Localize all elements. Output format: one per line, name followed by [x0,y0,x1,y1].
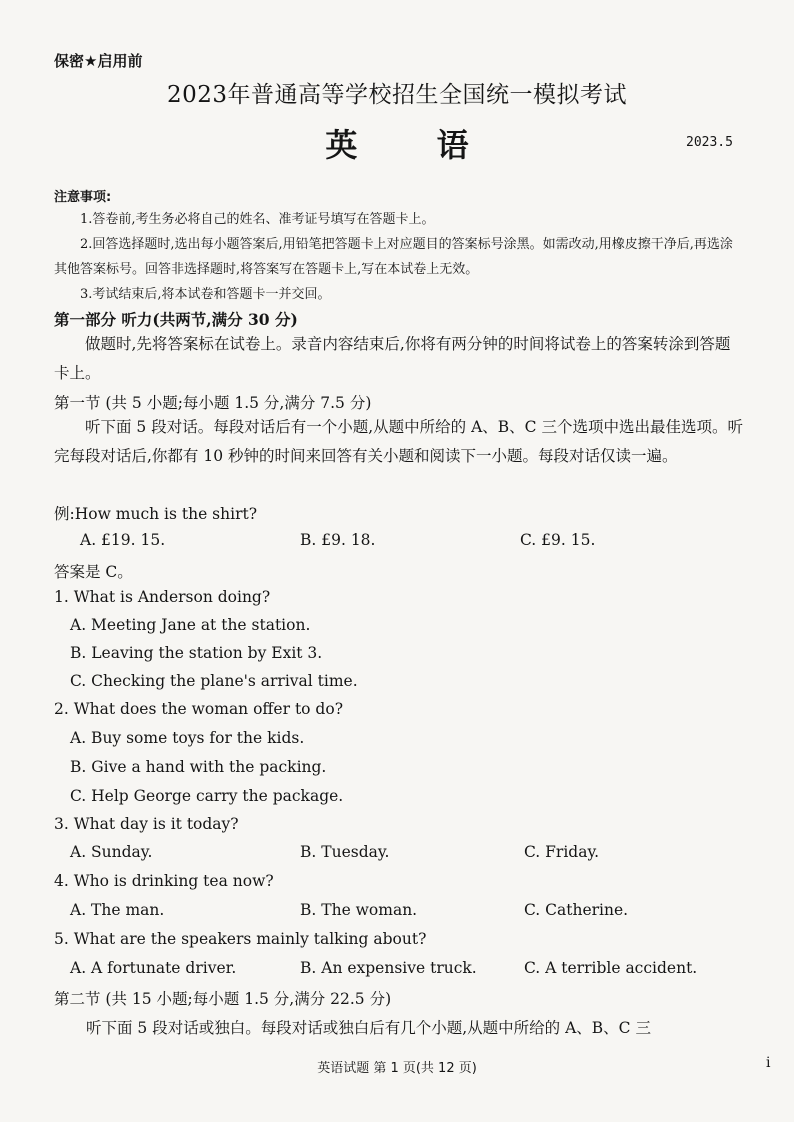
edge-mark: i [766,1055,771,1071]
q3-option-a: A. Sunday. [70,843,153,861]
question-1: 1. What is Anderson doing? [54,588,271,606]
notice-item-3: 3.考试结束后,将本试卷和答题卡一并交回。 [80,287,331,302]
notice-item-2: 2.回答选择题时,选出每小题答案后,用铅笔把答题卡上对应题目的答案标号涂黑。如需改动,用橡皮擦干净后,再选涂其他答案标号。回答非选择题时,将答案写在答题卡上,写在本试卷上无效。 [54,237,733,277]
q5-option-a: A. A fortunate driver. [70,959,237,977]
q1-option-a: A. Meeting Jane at the station. [70,616,311,634]
example-option-c: C. £9. 15. [520,531,596,549]
q2-option-a: A. Buy some toys for the kids. [70,729,305,747]
page-footer: 英语试题 第 1 页(共 12 页) [317,1061,477,1076]
notice-item-1: 1.答卷前,考生务必将自己的姓名、准考证号填写在答题卡上。 [80,212,435,227]
confidential-label: 保密★启用前 [54,52,143,70]
question-2: 2. What does the woman offer to do? [54,700,343,718]
q5-option-b: B. An expensive truck. [300,959,477,977]
question-3: 3. What day is it today? [54,815,239,833]
exam-date: 2023.5 [686,135,733,150]
example-option-b: B. £9. 18. [300,531,376,549]
q3-option-b: B. Tuesday. [300,843,390,861]
example-answer: 答案是 C。 [54,563,133,581]
q4-option-b: B. The woman. [300,901,418,919]
q4-option-c: C. Catherine. [524,901,629,919]
part1-instruction: 做题时,先将答案标在试卷上。录音内容结束后,你将有两分钟的时间将试卷上的答案转涂到答题卡上。 [54,335,731,382]
notice-heading: 注意事项: [54,190,112,205]
part1-heading: 第一部分 听力(共两节,满分 30 分) [54,310,298,329]
example-question: 例:How much is the shirt? [54,505,258,523]
example-option-a: A. £19. 15. [80,531,166,549]
section2-heading: 第二节 (共 15 小题;每小题 1.5 分,满分 22.5 分) [54,990,392,1008]
q1-option-b: B. Leaving the station by Exit 3. [70,644,323,662]
section1-heading: 第一节 (共 5 小题;每小题 1.5 分,满分 7.5 分) [54,394,372,412]
exam-title: 2023年普通高等学校招生全国统一模拟考试 [166,82,628,108]
q3-option-c: C. Friday. [524,843,600,861]
section1-instruction: 听下面 5 段对话。每段对话后有一个小题,从题中所给的 A、B、C 三个选项中选出最佳选项。听完每段对话后,你都有 10 秒钟的时间来回答有关小题和阅读下一小题。每段对话仅读一遍。 [54,418,743,465]
question-4: 4. Who is drinking tea now? [54,872,274,890]
q4-option-a: A. The man. [70,901,165,919]
q5-option-c: C. A terrible accident. [524,959,698,977]
section2-instruction: 听下面 5 段对话或独白。每段对话或独白后有几个小题,从题中所给的 A、B、C 三 [86,1019,651,1037]
question-5: 5. What are the speakers mainly talking about? [54,930,427,948]
q2-option-b: B. Give a hand with the packing. [70,758,327,776]
subject-title: 英 语 [325,126,503,164]
q2-option-c: C. Help George carry the package. [70,787,344,805]
q1-option-c: C. Checking the plane's arrival time. [70,672,358,690]
